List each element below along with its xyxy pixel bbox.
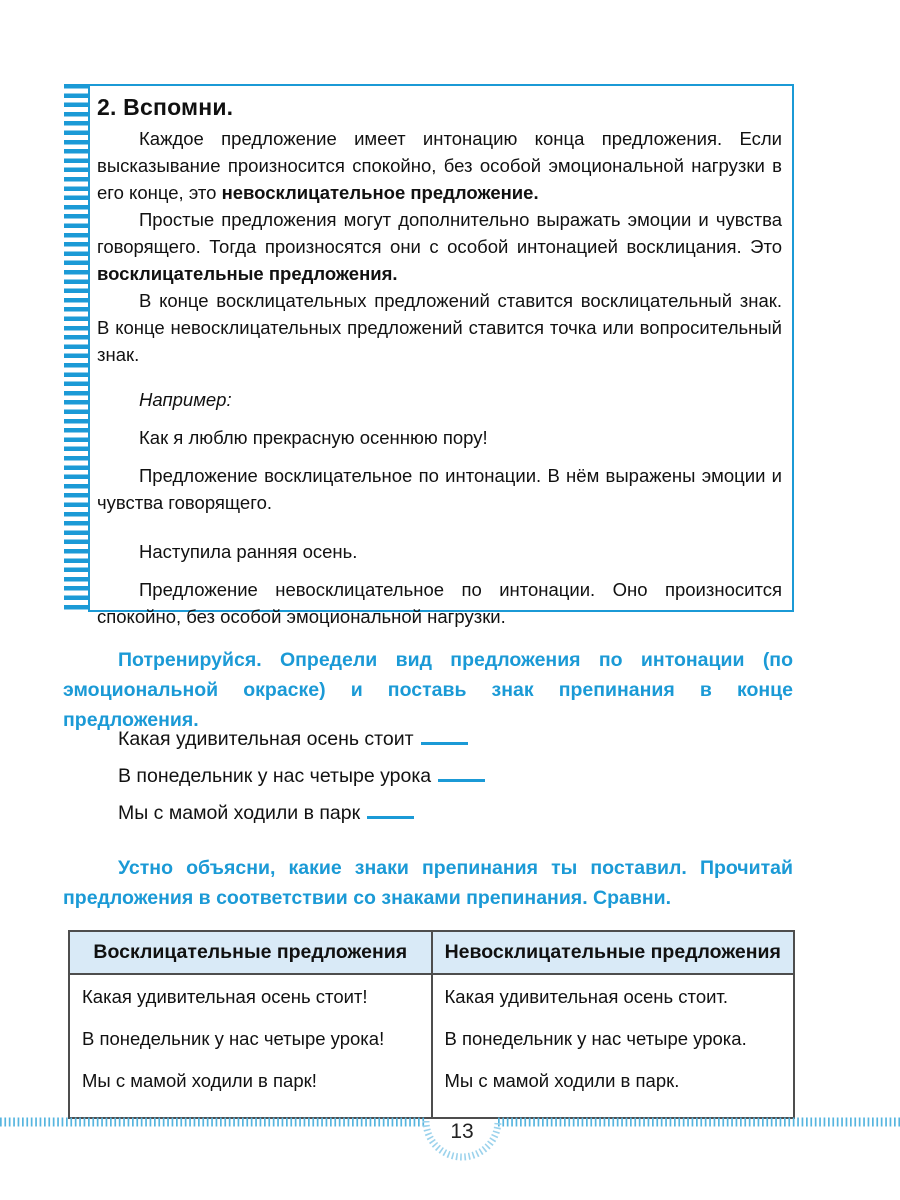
- example-1-sentence: Как я люблю прекрасную осеннюю пору!: [139, 427, 488, 448]
- exercise-sentence-2: В понедельник у нас четыре урока: [118, 765, 432, 787]
- rule-box-title: 2. Вспомни.: [97, 94, 234, 120]
- table-sentence: В понедельник у нас четыре урока!: [82, 1028, 385, 1049]
- exercise-line: [118, 802, 485, 839]
- table-cell-exclamatory: [69, 974, 432, 1118]
- table-sentence: Какая удивительная осень стоит!: [82, 986, 368, 1007]
- rule-paragraph-1: [97, 125, 782, 206]
- rule-paragraph-2: [97, 206, 782, 287]
- table-header-exclamatory: Восклицательные предложения: [69, 931, 432, 974]
- comparison-table: [68, 930, 795, 1119]
- exercise-sentence-1: Какая удивительная осень стоит: [118, 728, 414, 750]
- rule-paragraph-3: В конце восклицательных предложений ставится восклицательный знак. В конце невосклицательных предложений ставится точка или вопросительный знак.: [97, 290, 782, 365]
- example-2-comment: Предложение невосклицательное по интонации. Оно произносится спокойно, без особой эмоциональной нагрузки.: [97, 579, 782, 627]
- punctuation-blank-3: [367, 805, 414, 819]
- table-sentence: В понедельник у нас четыре урока.: [444, 1028, 747, 1049]
- example-2-sentence: Наступила ранняя осень.: [139, 541, 358, 562]
- table-body-row: [69, 974, 794, 1118]
- page-number: 13: [450, 1120, 474, 1143]
- rule-paragraph-1-term: невосклицательное предложение.: [221, 182, 539, 203]
- exercise-list: [118, 728, 485, 839]
- example-1-comment: Предложение восклицательное по интонации. В нём выражены эмоции и чувства говорящего.: [97, 465, 782, 513]
- task2-instruction: Устно объясни, какие знаки препинания ты поставил. Прочитай предложения в соответствии со знаками препинания. Сравни.: [63, 857, 793, 909]
- task1-instruction: Потренируйся. Определи вид предложения по интонации (по эмоциональной окраске) и поставь знак препинания в конце предложения.: [63, 649, 793, 731]
- table-sentence: Мы с мамой ходили в парк!: [82, 1070, 317, 1091]
- punctuation-blank-2: [438, 768, 485, 782]
- exercise-sentence-3: Мы с мамой ходили в парк: [118, 802, 361, 824]
- table-header-non-exclamatory: Невосклицательные предложения: [432, 931, 795, 974]
- exercise-line: [118, 728, 485, 765]
- table-sentence: Какая удивительная осень стоит.: [444, 986, 728, 1007]
- table-sentence: Мы с мамой ходили в парк.: [444, 1070, 680, 1091]
- example-label: Например:: [139, 389, 232, 410]
- exercise-line: [118, 765, 485, 802]
- remember-rule-box: [88, 84, 794, 627]
- left-hatch-decoration: [64, 84, 88, 612]
- punctuation-blank-1: [421, 731, 468, 745]
- table-header-row: [69, 931, 794, 974]
- rule-paragraph-2-term: восклицательные предложения.: [97, 263, 398, 284]
- rule-paragraph-2-text: Простые предложения могут дополнительно выражать эмоции и чувства говорящего. Тогда произносятся они с особой интонацией восклицания. Это: [97, 209, 782, 257]
- rule-paragraph-1-text: Каждое предложение имеет интонацию конца предложения. Если высказывание произносится спокойно, без особой эмоциональной нагрузки в его конце, это: [97, 128, 782, 203]
- table-cell-non-exclamatory: [432, 974, 795, 1118]
